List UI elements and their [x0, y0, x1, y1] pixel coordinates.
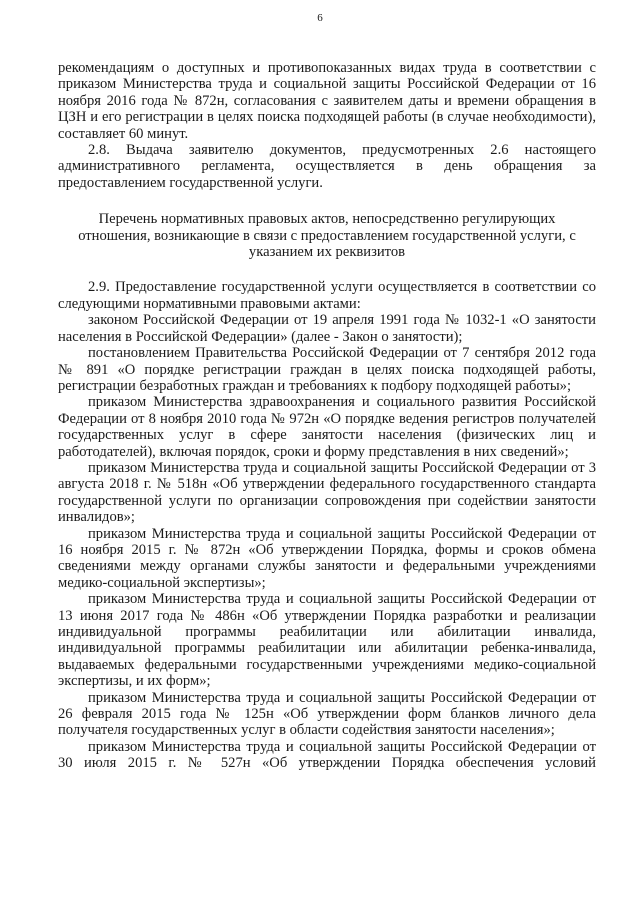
legal-act-item: приказом Министерства труда и социальной защиты Российской Федерации от 16 ноября 2015 г. № 872н «Об утверждении Порядка, формы и сроков обмена сведениями между органами службы занятости и федеральными учреждениями медико-социальной экспертизы»;: [58, 525, 596, 591]
page-number: 6: [317, 12, 323, 24]
paragraph-2-8: 2.8. Выдача заявителю документов, предусмотренных 2.6 настоящего административного регламента, осуществляется в день обращения за предоставлением государственной услуги.: [58, 142, 596, 191]
legal-act-item: законом Российской Федерации от 19 апреля 1991 года № 1032-1 «О занятости населения в Российской Федерации» (далее - Закон о занятости);: [58, 312, 596, 345]
document-body: [58, 60, 596, 772]
legal-act-item: постановлением Правительства Российской Федерации от 7 сентября 2012 года № 891 «О порядке регистрации граждан в целях поиска подходящей работы, регистрации безработных граждан и требованиях к подбору подходящей работы»;: [58, 345, 596, 394]
legal-act-item: приказом Министерства труда и социальной защиты Российской Федерации от 13 июня 2017 года № 486н «Об утверждении Порядка разработки и реализации индивидуальной программы реабилитации или абилитации инвалида, индивидуальной программы реабилитации или абилитации ребенка-инвалида, выдаваемых федеральными государственными учреждениями медико-социальной экспертизы, и их форм»;: [58, 591, 596, 690]
legal-act-item: приказом Министерства здравоохранения и социального развития Российской Федерации от 8 ноября 2010 года № 972н «О порядке ведения регистров получателей государственных услуг в сфере занятости населения (физических лиц и работодателей), включая порядок, сроки и форму представления в них сведений»;: [58, 394, 596, 460]
paragraph-2-9-intro: 2.9. Предоставление государственной услуги осуществляется в соответствии со следующими нормативными правовыми актами:: [58, 279, 596, 312]
legal-act-item: приказом Министерства труда и социальной защиты Российской Федерации от 30 июля 2015 г. № 527н «Об утверждении Порядка обеспечения условий: [58, 738, 596, 772]
legal-act-item: приказом Министерства труда и социальной защиты Российской Федерации от 3 августа 2018 г. № 518н «Об утверждении федерального государственного стандарта государственной услуги по организации сопровождения при содействии занятости инвалидов»;: [58, 459, 596, 526]
paragraph-continuation: рекомендациям о доступных и противопоказанных видах труда в соответствии с приказом Министерства труда и социальной защиты Российской Федерации от 16 ноября 2016 года № 872н, согласования с заявителем даты и времени обращения в ЦЗН и его регистрации в целях поиска подходящей работы (в случае необходимости), составляет 60 минут.: [58, 60, 596, 142]
section-heading: Перечень нормативных правовых актов, непосредственно регулирующих отношения, возникающие в связи с предоставлением государственной услуги, с указанием их реквизитов: [78, 211, 576, 261]
legal-act-item: приказом Министерства труда и социальной защиты Российской Федерации от 26 февраля 2015 года № 125н «Об утверждении форм бланков личного дела получателя государственных услуг в области содействия занятости населения»;: [58, 689, 596, 739]
